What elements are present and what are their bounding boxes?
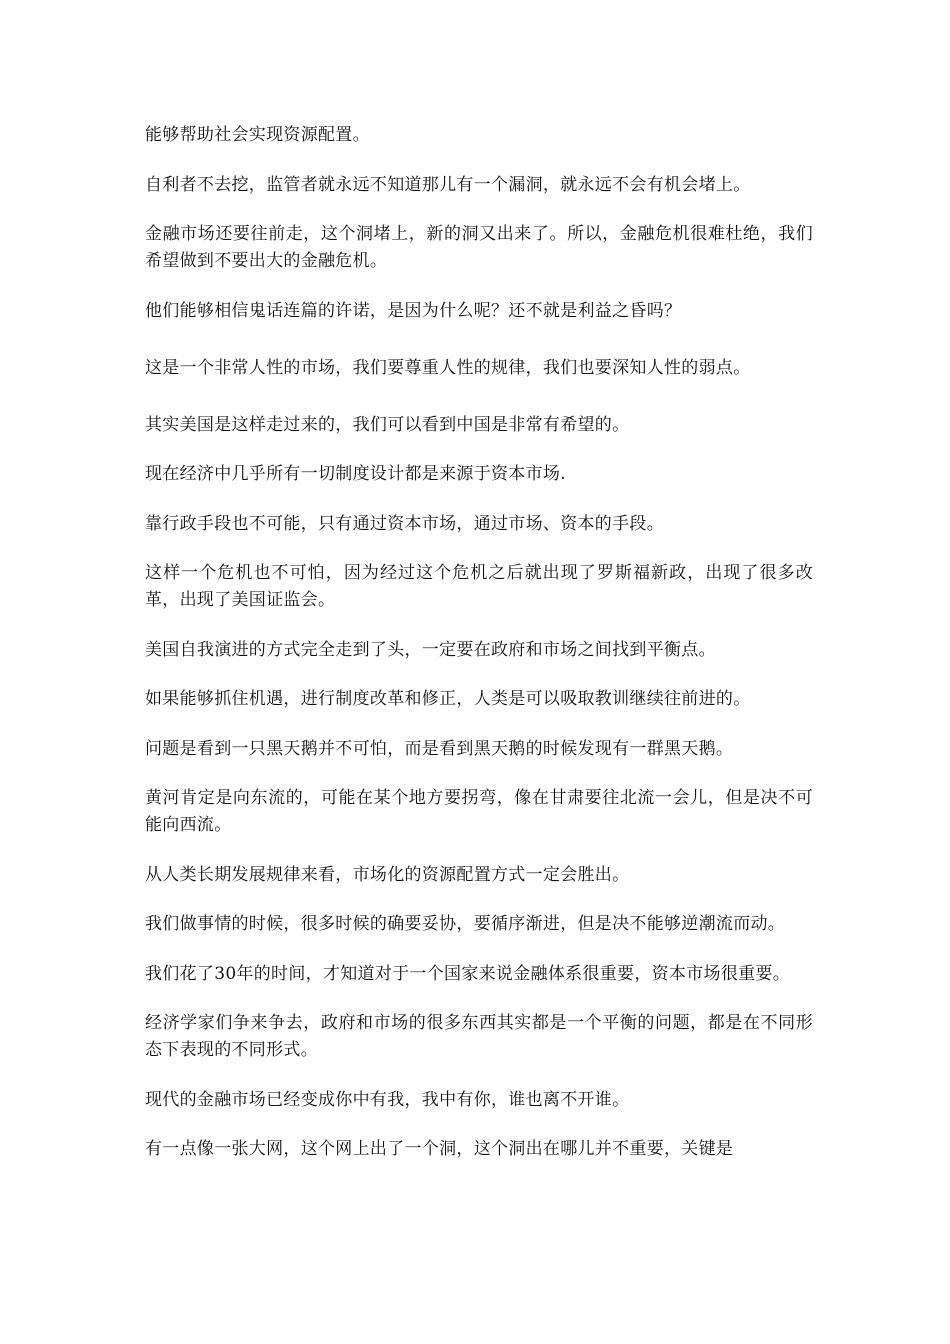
paragraph: 这是一个非常人性的市场，我们要尊重人性的规律，我们也要深知人性的弱点。 (145, 357, 751, 378)
paragraph: 如果能够抓住机遇，进行制度改革和修正，人类是可以吸取教训继续往前进的。 (145, 689, 751, 709)
paragraph: 其实美国是这样走过来的，我们可以看到中国是非常有希望的。 (145, 414, 630, 435)
paragraph: 靠行政手段也不可能，只有通过资本市场，通过市场、资本的手段。 (145, 513, 664, 534)
document-body (145, 122, 813, 1186)
paragraph: 现代的金融市场已经变成你中有我，我中有你，谁也离不开谁。 (145, 1089, 630, 1110)
paragraph: 这样一个危机也不可怕，因为经过这个危机之后就出现了罗斯福新政，出现了很多改革，出现了美国证监会。 (145, 563, 813, 610)
paragraph: 现在经济中几乎所有一切制度设计都是来源于资本市场. (145, 464, 566, 484)
paragraph: 自利者不去挖，监管者就永远不知道那儿有一个漏洞，就永远不会有机会堵上。 (145, 174, 751, 195)
paragraph: 他们能够相信鬼话连篇的许诺，是因为什么呢？还不就是利益之昏吗？ (145, 300, 682, 321)
paragraph: 美国自我演进的方式完全走到了头，一定要在政府和市场之间找到平衡点。 (145, 639, 716, 660)
paragraph: 能够帮助社会实现资源配置。 (145, 125, 370, 145)
paragraph: 我们做事情的时候，很多时候的确要妥协，要循序渐进，但是决不能够逆潮流而动。 (145, 914, 786, 934)
paragraph: 从人类长期发展规律来看，市场化的资源配置方式一定会胜出。 (145, 864, 630, 885)
paragraph: 我们花了30年的时间，才知道对于一个国家来说金融体系很重要，资本市场很重要。 (145, 963, 791, 984)
paragraph: 问题是看到一只黑天鹅并不可怕，而是看到黑天鹅的时候发现有一群黑天鹅。 (145, 738, 734, 759)
paragraph: 黄河肯定是向东流的，可能在某个地方要拐弯，像在甘肃要往北流一会儿，但是决不可能向西流。 (145, 788, 813, 835)
paragraph: 有一点像一张大网，这个网上出了一个洞，这个洞出在哪儿并不重要，关键是 (145, 1139, 734, 1159)
paragraph: 金融市场还要往前走，这个洞堵上，新的洞又出来了。所以，金融危机很难杜绝，我们希望做到不要出大的金融危机。 (145, 224, 813, 271)
paragraph: 经济学家们争来争去，政府和市场的很多东西其实都是一个平衡的问题，都是在不同形态下表现的不同形式。 (145, 1013, 813, 1060)
